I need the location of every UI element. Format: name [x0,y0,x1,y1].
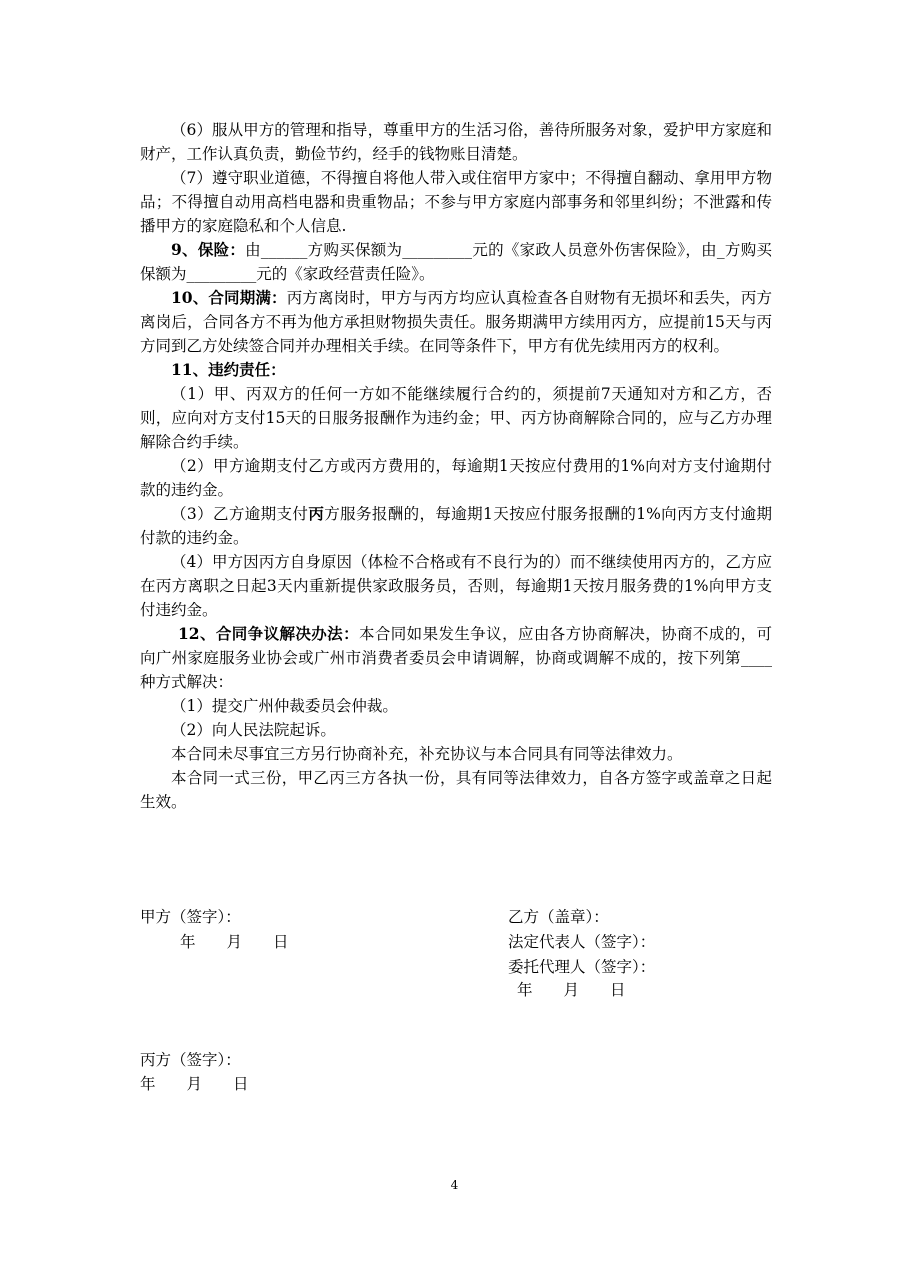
clause-7: （7）遵守职业道德，不得擅自将他人带入或住宿甲方家中；不得擅自翻动、拿用甲方物品；不得擅自动用高档电器和贵重物品；不参与甲方家庭内部事务和邻里纠纷；不泄露和传播甲方的家庭隐私和个人信息. [140,169,772,235]
closing-clause-2: 本合同一式三份，甲乙丙三方各执一份，具有同等法律效力，自各方签字或盖章之日起生效。 [140,769,772,811]
party-b-date: 年 月 日 [517,981,626,999]
section-9-insurance [140,238,772,286]
section-12-dispute [140,622,772,694]
section-11-item-3-b: 丙 [308,504,325,523]
clause-6: （6）服从甲方的管理和指导，尊重甲方的生活习俗，善待所服务对象，爱护甲方家庭和财产，工作认真负责，勤俭节约，经手的钱物账目清楚。 [140,121,772,163]
section-12-option-1: （1）提交广州仲裁委员会仲裁。 [171,697,398,715]
party-a-signature: 甲方（签字）： [140,908,241,926]
closing-clause-1: 本合同未尽事宜三方另行协商补充，补充协议与本合同具有同等法律效力。 [171,745,683,763]
section-11-item-3-a: （3）乙方逾期支付 [171,505,309,523]
section-12-text: 本合同如果发生争议，应由各方协商解决，协商不成的，可向广州家庭服务业协会或广州市消费者委员会申请调解，协商或调解不成的，按下列第____种方式解决： [140,625,772,691]
section-9-title: 9、保险： [171,240,246,259]
party-b-seal: 乙方（盖章）： [508,908,609,926]
section-12-option-2: （2）向人民法院起诉。 [171,721,336,739]
section-10-title: 10、合同期满： [171,288,287,307]
party-a-date: 年 月 日 [180,933,289,951]
section-9-text: 由______方购买保额为_________元的《家政人员意外伤害保险》，由_方购买保额为_________元的《家政经营责任险》。 [140,241,772,283]
agent-signature: 委托代理人（签字）： [508,958,656,976]
party-c-signature: 丙方（签字）： [140,1051,241,1069]
section-11-item-3-c: 方服务报酬的，每逾期1天按应付服务报酬的1%向丙方支付逾期付款的违约金。 [140,505,772,547]
section-11-item-4: （4）甲方因丙方自身原因（体检不合格或有不良行为的）而不继续使用丙方的，乙方应在丙方离职之日起3天内重新提供家政服务员，否则，每逾期1天按月服务费的1%向甲方支付违约金。 [140,553,772,619]
page-number: 4 [450,1178,459,1192]
section-11-title: 11、违约责任： [171,360,286,379]
party-c-date: 年 月 日 [140,1075,249,1093]
contract-body [140,118,772,814]
section-10-expiry [140,286,772,358]
section-12-title: 12、合同争议解决办法： [178,624,359,643]
section-11-item-2: （2）甲方逾期支付乙方或丙方费用的，每逾期1天按应付费用的1%向对方支付逾期付款的违约金。 [140,457,772,499]
legal-representative-signature: 法定代表人（签字）： [508,933,656,951]
section-11-item-1: （1）甲、丙双方的任何一方如不能继续履行合约的，须提前7天通知对方和乙方，否则，应向对方支付15天的日服务报酬作为违约金；甲、丙方协商解除合同的，应与乙方办理解除合约手续。 [140,385,772,451]
section-11-item-3 [140,502,772,550]
section-10-text: 丙方离岗时，甲方与丙方均应认真检查各自财物有无损坏和丢失，丙方离岗后，合同各方不再为他方承担财物损失责任。服务期满甲方续用丙方，应提前15天与丙方同到乙方处续签合同并办理相关手续。在同等条件下，甲方有优先续用丙方的权利。 [140,289,772,355]
